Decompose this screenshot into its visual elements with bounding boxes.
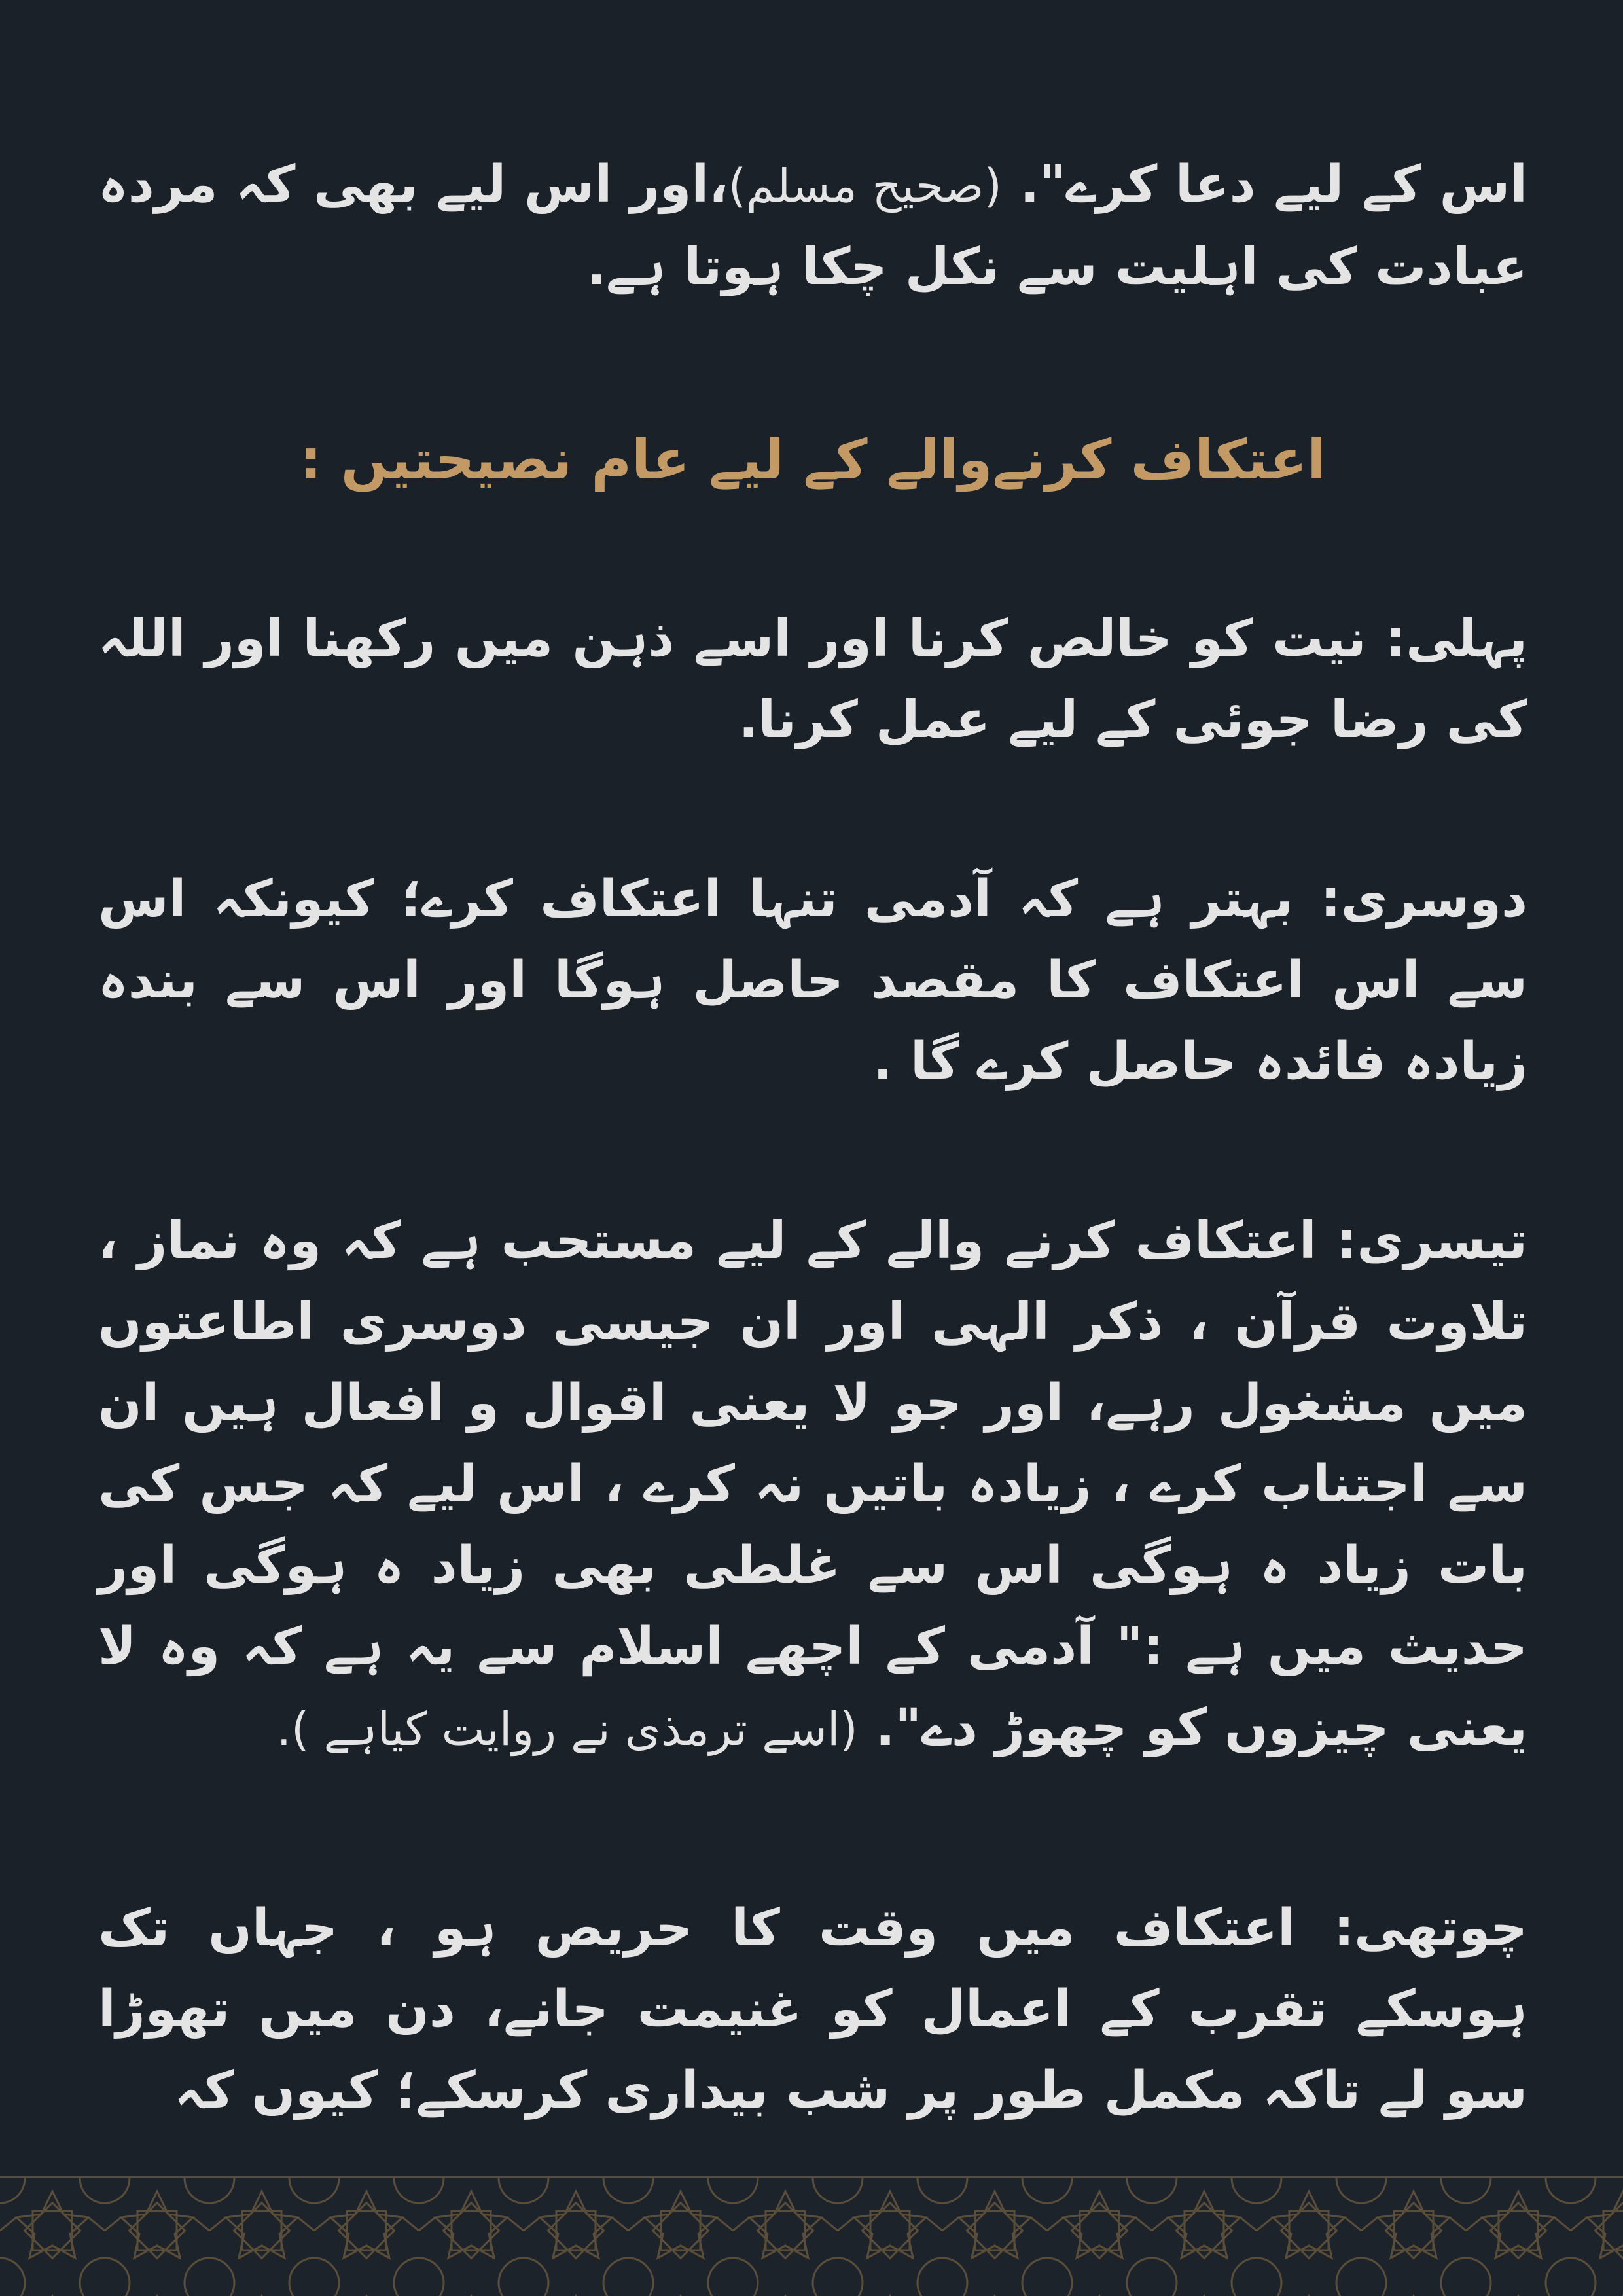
point-label: تیسری: [1336, 1211, 1527, 1270]
point-label: پہلی: [1385, 609, 1528, 668]
point-citation: (اسے ترمذی نے روایت کیاہے ). [276, 1702, 858, 1756]
advice-point-3 [98, 1200, 1527, 1770]
point-text: بہتر ہے کہ آدمی تنہا اعتکاف کرے؛ کیونکہ اس سے اس اعتکاف کا مقصد حاصل ہوگا اور اس سے بندہ زیادہ فائدہ حاصل کرے گا . [98, 870, 1527, 1091]
advice-point-4 [98, 1888, 1527, 2131]
intro-paragraph [98, 144, 1527, 308]
geometric-star-pattern-icon [0, 2178, 1623, 2296]
document-body [98, 144, 1527, 2229]
point-text: اعتکاف کرنے والے کے لیے مستحب ہے کہ وہ نماز ، تلاوت قرآن ، ذکر الہی اور ان جیسی دوسری اطاعتوں میں مشغول رہے، اور جو لا یعنی اقوال و افعال ہیں ان سے اجتناب کرے ، زیادہ باتیں نہ کرے ، اس لیے کہ جس کی بات زیاد ہ ہوگی اس سے غلطی بھی زیاد ہ ہوگی اور حدیث میں ہے :" آدمی کے اچھے اسلام سے یہ ہے کہ وہ لا یعنی چیزوں کو چھوڑ دے". [98, 1211, 1527, 1757]
section-heading: اعتکاف کرنےوالے کے لیے عام نصیحتیں : [299, 427, 1327, 492]
intro-text-before: اس کے لیے دعا کرے". [1001, 155, 1527, 214]
advice-point-2 [98, 859, 1527, 1102]
point-text: نیت کو خالص کرنا اور اسے ذہن میں رکھنا اور اللہ کی رضا جوئی کے لیے عمل کرنا. [98, 609, 1527, 749]
point-label: چوتھی: [1333, 1899, 1527, 1958]
advice-point-1 [98, 598, 1527, 761]
footer-pattern-band [0, 2176, 1623, 2296]
point-label: دوسری: [1320, 870, 1527, 929]
intro-citation: (صحیح مسلم) [728, 159, 1002, 213]
point-text: اعتکاف میں وقت کا حریص ہو ، جہاں تک ہوسکے تقرب کے اعمال کو غنیمت جانے، دن میں تھوڑا سو لے تاکہ مکمل طور پر شب بیداری کرسکے؛ کیوں کہ [98, 1899, 1527, 2120]
intro-text-after: ،اور اس لیے بھی کہ مردہ عبادت کی اہلیت سے نکل چکا ہوتا ہے. [98, 155, 1527, 296]
